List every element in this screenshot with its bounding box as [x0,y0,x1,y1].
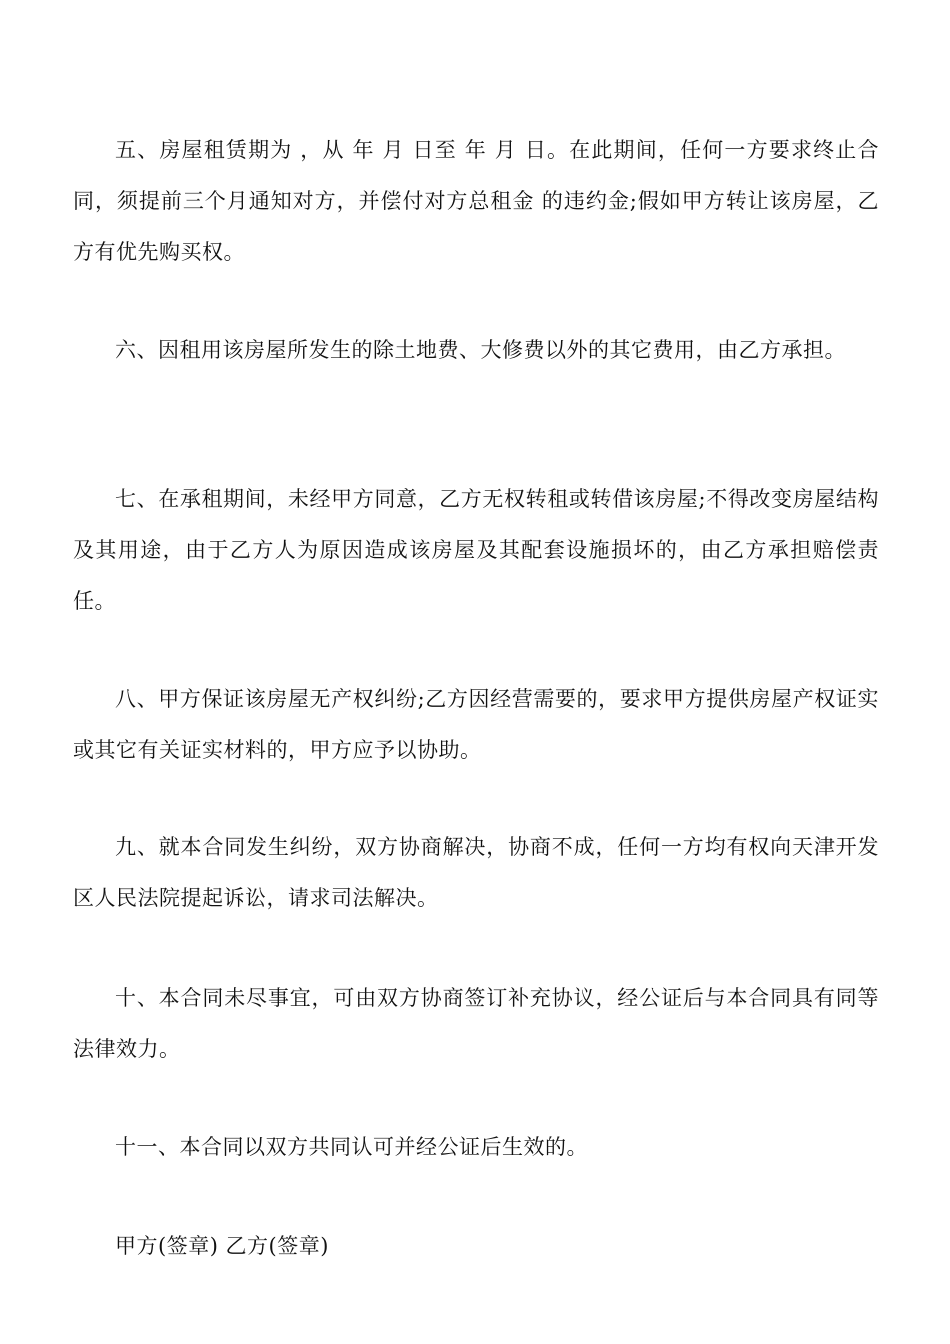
clause-7: 七、在承租期间，未经甲方同意，乙方无权转租或转借该房屋;不得改变房屋结构及其用途，由于乙方人为原因造成该房屋及其配套设施损坏的，由乙方承担赔偿责任。 [73,487,879,613]
clause-5: 五、房屋租赁期为 ，从 年 月 日至 年 月 日。在此期间，任何一方要求终止合同，须提前三个月通知对方，并偿付对方总租金 的违约金;假如甲方转让该房屋，乙方有优先购买权。 [73,138,879,264]
clause-10: 十、本合同未尽事宜，可由双方协商签订补充协议，经公证后与本合同具有同等法律效力。 [73,986,879,1061]
signature-line: 甲方(签章) 乙方(签章) [115,1234,329,1258]
clause-11: 十一、本合同以双方共同认可并经公证后生效的。 [115,1135,588,1159]
clause-9: 九、就本合同发生纠纷，双方协商解决，协商不成，任何一方均有权向天津开发区人民法院提起诉讼，请求司法解决。 [73,835,879,910]
clause-8: 八、甲方保证该房屋无产权纠纷;乙方因经营需要的，要求甲方提供房屋产权证实或其它有关证实材料的，甲方应予以协助。 [73,687,879,762]
clause-6: 六、因租用该房屋所发生的除土地费、大修费以外的其它费用，由乙方承担。 [115,338,846,362]
